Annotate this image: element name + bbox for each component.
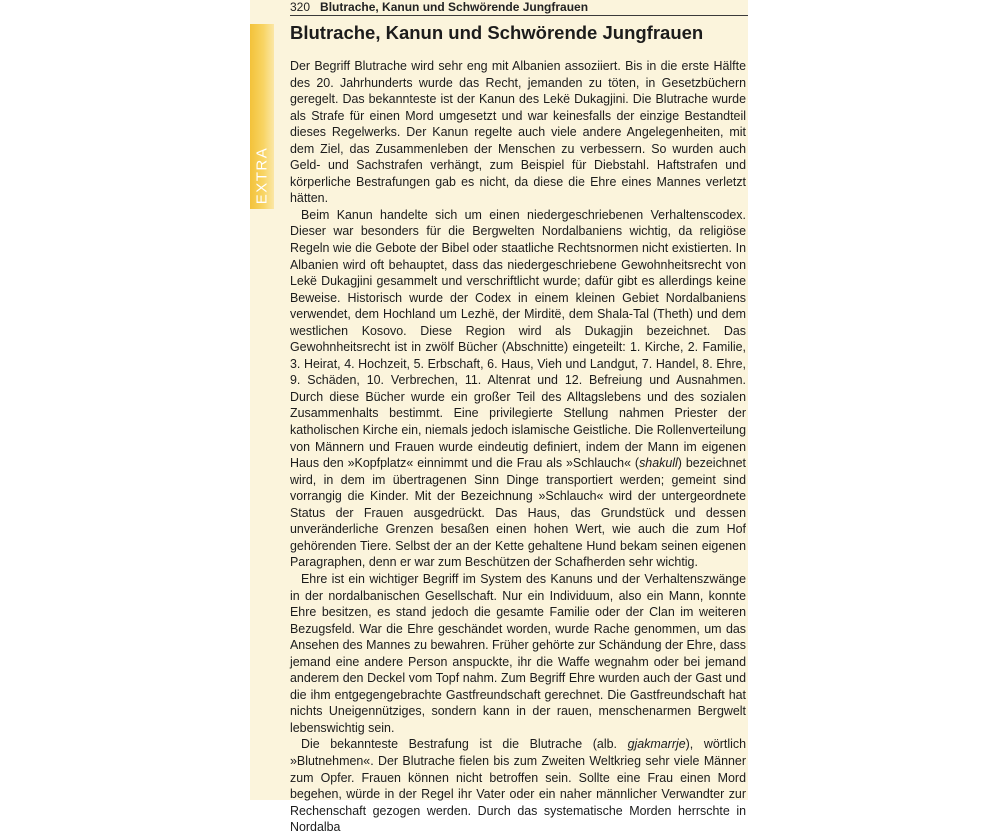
paragraph-4-text: Die bekannteste Bestrafung ist die Blutrache (alb. bbox=[301, 737, 628, 752]
page-number: 320 bbox=[290, 0, 311, 14]
paragraph-4 bbox=[290, 736, 746, 835]
extra-label-text: EXTRA bbox=[253, 146, 271, 204]
paragraph-1 bbox=[290, 58, 746, 207]
paragraph-2-text: Beim Kanun handelte sich um einen niedergeschriebenen Verhaltenscodex. Dieser war besonders für die Bergwelten Nordalbaniens wichtig, da religiöse Regeln wie die Gebote der Bibel oder staatliche Rechtsnormen nicht existierten. In Albanien wird oft behauptet, dass das niedergeschriebene Gewohnheitsrecht von Lekë Dukagjini gesammelt und verschriftlicht wurde; dafür gibt es allerdings keine Beweise. Historisch wurde der Codex in einem kleinen Gebiet Nordalbaniens verwendet, dem Hochland um Lezhë, der Mirditë, dem Shala-Tal (Theth) und dem westlichen Kosovo. Diese Region wird als Dukagjin bezeichnet. Das Gewohnheitsrecht ist in zwölf Bücher (Abschnitte) eingeteilt: 1. Kirche, 2. Familie, 3. Heirat, 4. Hochzeit, 5. Erbschaft, 6. Haus, Vieh und Landgut, 7. Handel, 8. Ehre, 9. Schäden, 10. Verbrechen, 11. Altenrat und 12. Befreiung und Ausnahmen. Durch diese Bücher wurde ein großer Teil des Alltagslebens und des sozialen Zusammenhalts bestimmt. Eine privilegierte Stellung nahmen Priester der katholischen Kirche ein, niemals jedoch islamische Geistliche. Die Rollenverteilung von Männern und Frauen wurde eindeutig definiert, indem der Mann im eigenen Haus den »Kopfplatz« einnimmt und die Frau als »Schlauch« ( bbox=[290, 207, 746, 471]
paragraph-1-text: Der Begriff Blutrache wird sehr eng mit Albanien assoziiert. Bis in die erste Hälfte des 20. Jahrhunderts wurde das Recht, jemanden zu töten, in Gesetzbüchern geregelt. Das bekannteste ist der Kanun des Lekë Dukagjini. Die Blutrache wurde als Strafe für einen Mord umgesetzt und war keinesfalls der einzige Bestandteil dieses Regelwerks. Der Kanun regelte auch viele andere Angelegenheiten, mit dem Ziel, das Zusammenleben der Menschen zu verbessern. So wurden auch Geld- und Sachstrafen verhängt, zum Beispiel für Diebstahl. Haftstrafen und körperliche Bestrafungen gab es nicht, da diese die Ehre eines Mannes verletzt hätten. bbox=[290, 59, 746, 206]
paragraph-4-text-after: ), wörtlich »Blutnehmen«. Der Blutrache fielen bis zum Zweiten Weltkrieg sehr viele Männer zum Opfer. Frauen können nicht betroffen sein. Sollte eine Frau einen Mord begehen, würde in der Regel ihr Vater oder ein naher männlicher Verwandter zur Rechenschaft gezogen werden. Durch das systematische Morden herrschte in Nordalba bbox=[290, 737, 746, 835]
page-title: Blutrache, Kanun und Schwörende Jungfrauen bbox=[290, 22, 704, 43]
extra-label bbox=[250, 140, 274, 210]
paragraph-2 bbox=[290, 207, 746, 571]
paragraph-2-italic-term: shakull bbox=[639, 456, 678, 471]
paragraph-3-text: Ehre ist ein wichtiger Begriff im System des Kanuns und der Verhaltenszwänge in der nordalbanischen Gesellschaft. Nur ein Individuum, also ein Mann, konnte Ehre besitzen, es stand jedoch die gesamte Familie oder der Clan im weiteren Bezugsfeld. War die Ehre geschändet worden, wurde Rache genommen, um das Ansehen des Mannes zu bewahren. Früher gehörte zur Schändung der Ehre, dass jemand eine andere Person anspuckte, ihr die Waffe wegnahm oder bei jemand anderem den Deckel vom Topf nahm. Zum Begriff Ehre wurden auch der Gast und die ihm entgegengebrachte Gastfreundschaft gerechnet. Die Gastfreundschaft hat nichts Uneigennütziges, sondern kann in der rauen, menschenarmen Bergwelt lebenswichtig sein. bbox=[290, 571, 746, 735]
paragraph-2-text-after: ) bezeichnet wird, in dem im übertragenen Sinn Dinge transportiert werden; gemeint sind vorrangig die Kinder. Mit der Bezeichnung »Schlauch« wird der untergeordnete Status der Frauen ausgedrückt. Das Haus, das Grundstück und dessen unveränderliche Grenzen besaßen einen hohen Wert, wie auch die zum Hof gehörenden Tiere. Selbst der an der Kette gehaltene Hund bekam seinen eigenen Paragraphen, denn er war zum Beschützen der Schafherden sehr wichtig. bbox=[290, 456, 746, 570]
running-header bbox=[290, 0, 748, 16]
book-page bbox=[250, 0, 748, 835]
article-body bbox=[290, 58, 746, 836]
paragraph-3 bbox=[290, 571, 746, 736]
paragraph-4-italic-term: gjakmarrje bbox=[627, 737, 686, 752]
running-title: Blutrache, Kanun und Schwörende Jungfrauen bbox=[320, 0, 589, 14]
